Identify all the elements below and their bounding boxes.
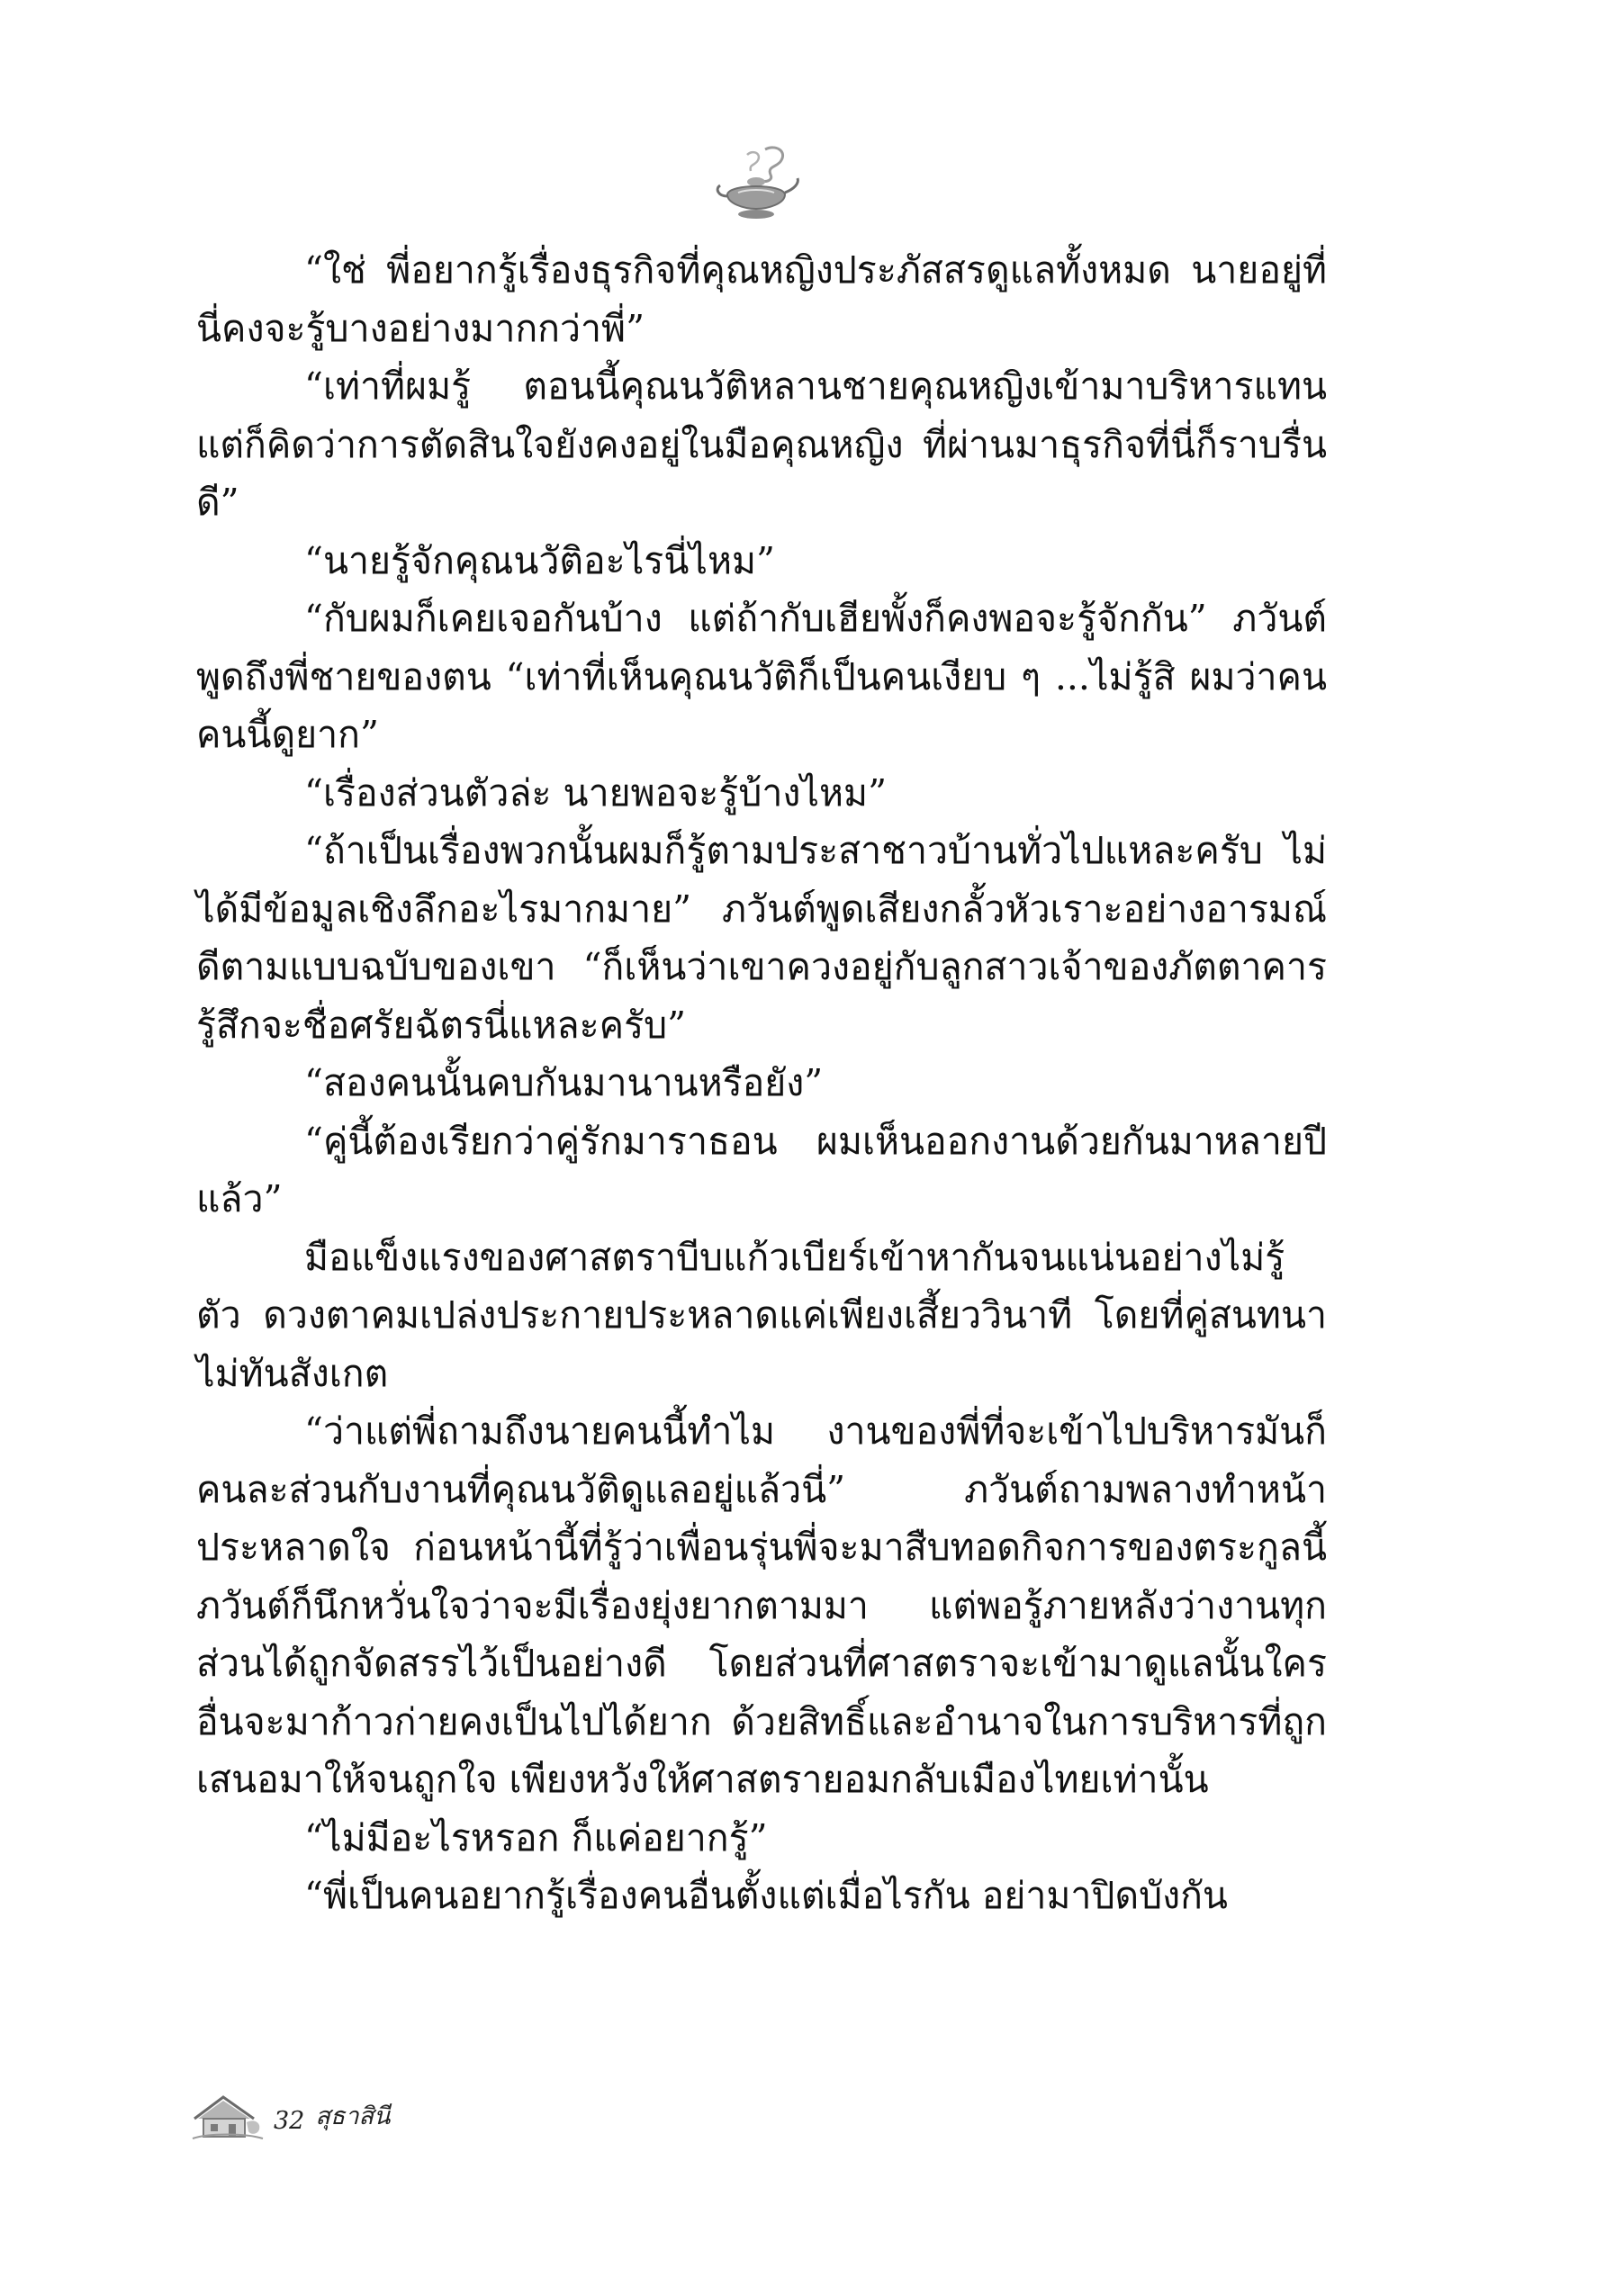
- house-icon: [191, 2092, 265, 2140]
- paragraph: “ว่าแต่พี่ถามถึงนายคนนี้ทำไม งานของพี่ที่จะเข้าไปบริหารมันก็คนละส่วนกับงานที่คุณนวัติดูแลอยู่แล้วนี่” ภวันต์ถามพลางทำหน้าประหลาดใจ ก่อนหน้านี้ที่รู้ว่าเพื่อนรุ่นพี่จะมาสืบทอดกิจการของตระกูลนี้ ภวันต์ก็นึกหวั่นใจว่าจะมีเรื่องยุ่งยากตามมา แต่พอรู้ภายหลังว่างานทุกส่วนได้ถูกจัดสรรไว้เป็นอย่างดี โดยส่วนที่ศาสตราจะเข้ามาดูแลนั้นใครอื่นจะมาก้าวก่ายคงเป็นไปได้ยาก ด้วยสิทธิ์และอำนาจในการบริหารที่ถูกเสนอมาให้จนถูกใจ เพียงหวังให้ศาสตรายอมกลับเมืองไทยเท่านั้น: [196, 1409, 1327, 1801]
- paragraph: มือแข็งแรงของศาสตราบีบแก้วเบียร์เข้าหากันจนแน่นอย่างไม่รู้ตัว ดวงตาคมเปล่งประกายประหลาดแค่เพียงเสี้ยววินาที โดยที่คู่สนทนาไม่ทันสังเกต: [196, 1235, 1327, 1395]
- paragraph: “พี่เป็นคนอยากรู้เรื่องคนอื่นตั้งแต่เมื่อไรกัน อย่ามาปิดบังกัน: [304, 1874, 1228, 1917]
- author-name: สุธาสินี: [315, 2102, 391, 2130]
- paragraph: “กับผมก็เคยเจอกันบ้าง แต่ถ้ากับเฮียพั้งก็คงพอจะรู้จักกัน” ภวันต์พูดถึงพี่ชายของตน “เท่าที่เห็นคุณนวัติก็เป็นคนเงียบ ๆ ...ไม่รู้สิ ผมว่าคนคนนี้ดูยาก”: [196, 597, 1327, 756]
- paragraph: “สองคนนั้นคบกันมานานหรือยัง”: [304, 1061, 824, 1104]
- paragraph: “เท่าที่ผมรู้ ตอนนี้คุณนวัติหลานชายคุณหญิงเข้ามาบริหารแทน แต่ก็คิดว่าการตัดสินใจยังคงอยู่ในมือคุณหญิง ที่ผ่านมาธุรกิจที่นี่ก็ราบรื่นดี”: [196, 365, 1327, 524]
- paragraph: “นายรู้จักคุณนวัติอะไรนี่ไหม”: [304, 538, 775, 582]
- body-text: [196, 241, 1327, 1925]
- paragraph: “เรื่องส่วนตัวล่ะ นายพอจะรู้บ้างไหม”: [304, 770, 888, 815]
- paragraph: “ไม่มีอะไรหรอก ก็แค่อยากรู้”: [304, 1815, 768, 1859]
- paragraph: “ถ้าเป็นเรื่องพวกนั้นผมก็รู้ตามประสาชาวบ้านทั่วไปแหละครับ ไม่ได้มีข้อมูลเชิงลึกอะไรมากมาย” ภวันต์พูดเสียงกลั้วหัวเราะอย่างอารมณ์ดีตามแบบฉบับของเขา “ก็เห็นว่าเขาควงอยู่กับลูกสาวเจ้าของภัตตาคาร รู้สึกจะชื่อศรัยฉัตรนี่แหละครับ”: [196, 829, 1327, 1047]
- page-number: 32: [274, 2107, 305, 2135]
- paragraph: “คู่นี้ต้องเรียกว่าคู่รักมาราธอน ผมเห็นออกงานด้วยกันมาหลายปีแล้ว”: [196, 1119, 1327, 1220]
- genie-lamp-icon: [711, 142, 801, 225]
- paragraph: “ใช่ พี่อยากรู้เรื่องธุรกิจที่คุณหญิงประภัสสรดูแลทั้งหมด นายอยู่ที่นี่คงจะรู้บางอย่างมากกว่าพี่”: [196, 248, 1327, 350]
- page-footer: [191, 2086, 390, 2140]
